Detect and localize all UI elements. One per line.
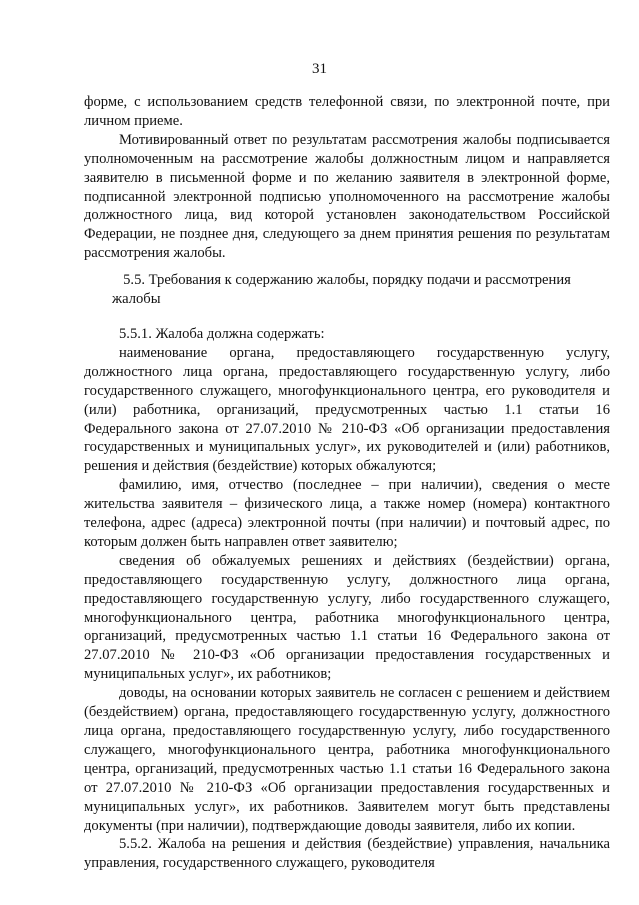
paragraph-5-5-2: 5.5.2. Жалоба на решения и действия (бездействие) управления, начальника управления, государственного служащего, руководителя <box>84 836 610 872</box>
paragraph-organ-name: наименование органа, предоставляющего государственную услугу, должностного лица органа, предоставляющего государственную услугу, либо государственного служащего, многофункционального центра, его руководителя и (или) работника, организаций, предусмотренных частью 1.1 статьи 16 Федерального закона от 27.07.2010 № 210-ФЗ «Об организации предоставления государственных и муниципальных услуг», их руководителей и (или) работников, решения и действия (бездействие) которых обжалуются; <box>84 344 610 475</box>
page-number: 31 <box>312 61 327 77</box>
paragraph-applicant-details: фамилию, имя, отчество (последнее – при наличии), сведения о месте жительства заявителя – физического лица, а также номер (номера) контактного телефона, адрес (адреса) электронной почты (при наличии) и почтовый адрес, по которым должен быть направлен ответ заявителю; <box>84 477 610 550</box>
paragraph-5-5-1: 5.5.1. Жалоба должна содержать: <box>119 325 325 342</box>
section-heading-5-5: 5.5. Требования к содержанию жалобы, порядку подачи и рассмотрения жалобы <box>112 272 571 308</box>
document-body <box>84 93 610 873</box>
paragraph-motivated-answer: Мотивированный ответ по результатам рассмотрения жалобы подписывается уполномоченным на рассмотрение жалобы должностным лицом и направляется заявителю в письменной форме и по желанию заявителя в электронной форме, подписанной электронной подписью уполномоченного на рассмотрение жалобы должностного лица, вид которой установлен законодательством Российской Федерации, не позднее дня, следующего за днем принятия решения по результатам рассмотрения жалобы. <box>84 131 610 262</box>
paragraph-appealed-decisions: сведения об обжалуемых решениях и действиях (бездействии) органа, предоставляющего государственную услугу, должностного лица органа, предоставляющего государственную услугу, либо государственного служащего, многофункционального центра, работника многофункционального центра, организаций, предусмотренных частью 1.1 статьи 16 Федерального закона от 27.07.2010 № 210-ФЗ «Об организации предоставления государственных и муниципальных услуг», их работников; <box>84 552 610 683</box>
paragraph-continuation: форме, с использованием средств телефонной связи, по электронной почте, при личном приеме. <box>84 94 610 129</box>
paragraph-arguments: доводы, на основании которых заявитель не согласен с решением и действием (бездействием) органа, предоставляющего государственную услугу, должностного лица органа, предоставляющего государственную услугу, либо государственного служащего, многофункционального центра, работника многофункционального центра, организаций, предусмотренных частью 1.1 статьи 16 Федерального закона от 27.07.2010 № 210-ФЗ «Об организации предоставления государственных и муниципальных услуг», их работников. Заявителем могут быть представлены документы (при наличии), подтверждающие доводы заявителя, либо их копии. <box>84 685 610 834</box>
